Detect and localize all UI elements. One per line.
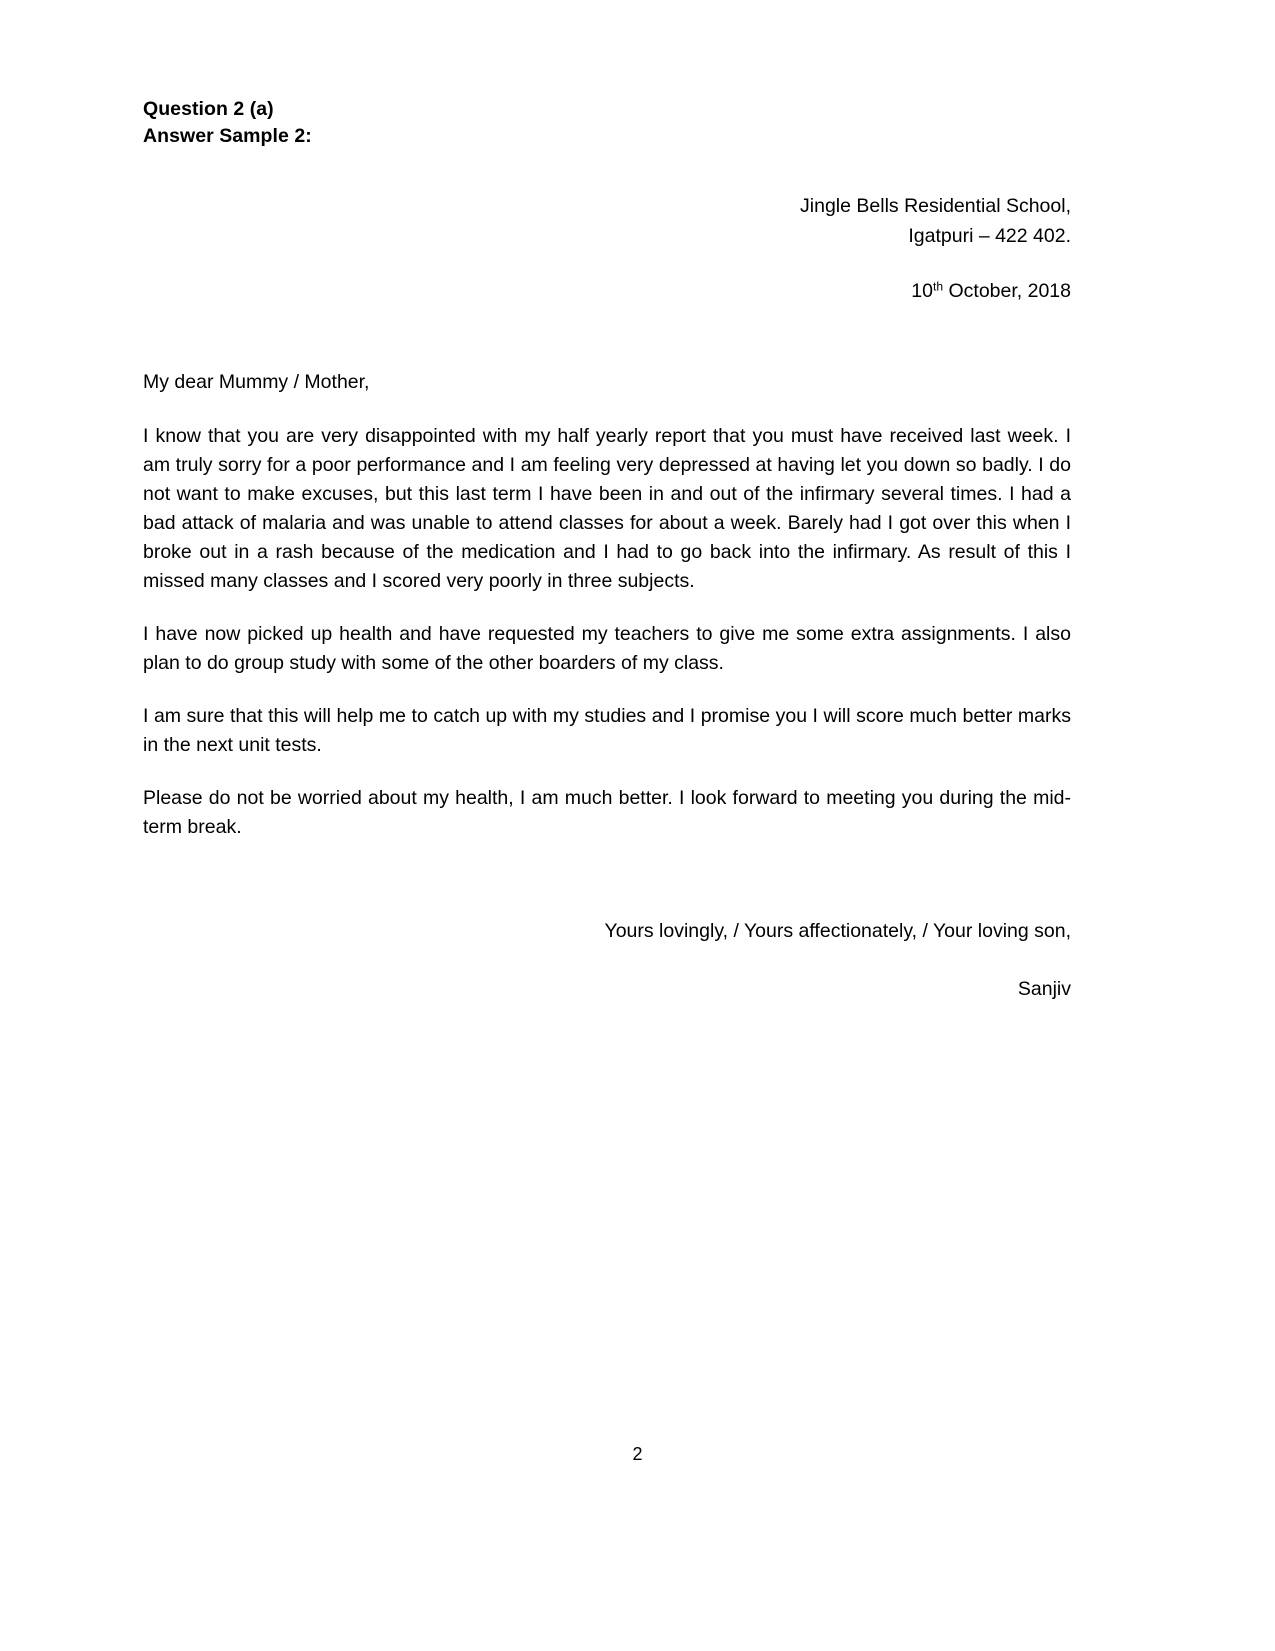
letter-date <box>143 276 1071 306</box>
letter-closing <box>143 916 1071 946</box>
question-number: Question 2 (a) <box>143 98 274 120</box>
date-rest: October, 2018 <box>943 280 1071 302</box>
address-line-2: Igatpuri – 422 402. <box>908 225 1071 247</box>
address-line-1: Jingle Bells Residential School, <box>800 195 1071 217</box>
closing-text: Yours lovingly, / Yours affectionately, / Your loving son, <box>604 920 1071 942</box>
date-day: 10 <box>911 280 933 302</box>
date-ordinal-suffix: th <box>933 279 944 294</box>
page-number: 2 <box>632 1444 643 1464</box>
page-content <box>143 96 1071 1004</box>
letter-paragraph: Please do not be worried about my health, I am much better. I look forward to meeting you during the mid-term break. <box>143 787 1071 838</box>
answer-sample-label: Answer Sample 2: <box>143 124 312 147</box>
letter-salutation: My dear Mummy / Mother, <box>143 371 370 393</box>
letter-paragraph: I know that you are very disappointed with my half yearly report that you must have received last week. I am truly sorry for a poor performance and I am feeling very depressed at having let you down so badly. I do not want to make excuses, but this last term I have been in and out of the infirmary several times. I had a bad attack of malaria and was unable to attend classes for about a week. Barely had I got over this when I broke out in a rash because of the medication and I had to go back into the infirmary. As result of this I missed many classes and I scored very poorly in three subjects. <box>143 425 1071 592</box>
question-heading <box>143 96 1071 149</box>
sender-address <box>143 191 1071 251</box>
letter-paragraph: I am sure that this will help me to catch up with my studies and I promise you I will score much better marks in the next unit tests. <box>143 705 1071 756</box>
letter-paragraph: I have now picked up health and have requested my teachers to give me some extra assignments. I also plan to do group study with some of the other boarders of my class. <box>143 623 1071 674</box>
letter-signature: Sanjiv <box>1017 978 1071 1000</box>
